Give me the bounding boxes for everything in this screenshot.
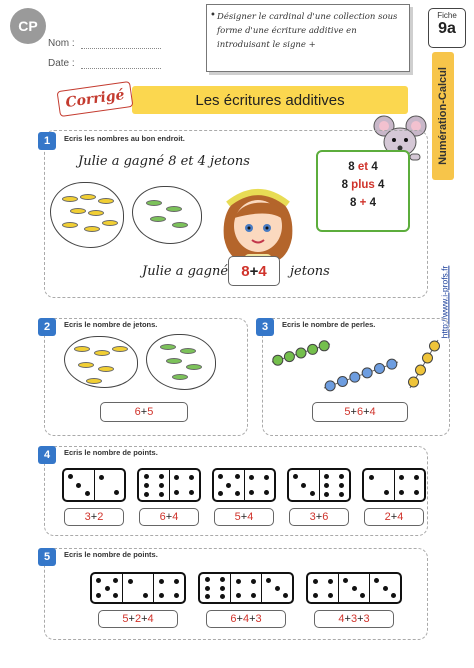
yellow-token	[78, 362, 94, 368]
green-token	[180, 348, 196, 354]
domino-4	[287, 468, 351, 502]
yellow-token	[84, 226, 100, 232]
yellow-token	[98, 366, 114, 372]
domino-pip	[189, 475, 194, 480]
triple-domino-answer-2[interactable]: 6 + 4 + 3	[206, 610, 286, 628]
domino-pip	[264, 490, 269, 495]
domino-pip	[159, 474, 164, 479]
fiche-label: Fiche	[437, 11, 457, 20]
domino-answer-2[interactable]: 6 + 4	[139, 508, 199, 526]
domino-pip	[113, 593, 118, 598]
yellow-token	[88, 210, 104, 216]
green-token	[172, 222, 188, 228]
green-bead	[284, 352, 294, 362]
domino-pip	[283, 593, 288, 598]
domino-pip	[189, 490, 194, 495]
page-title: Les écritures additives	[132, 86, 408, 114]
domino-pip	[174, 593, 179, 598]
domino-pip	[205, 577, 210, 582]
exercise-2-answer[interactable]: 6 + 5	[100, 402, 188, 422]
domino-half	[289, 470, 319, 500]
date-field[interactable]: Date :	[48, 58, 161, 69]
domino-pip	[310, 491, 315, 496]
domino-pip	[275, 586, 280, 591]
domino-pip	[128, 579, 133, 584]
writing-3: 8 + 4	[350, 197, 376, 209]
domino-answer-3[interactable]: 5 + 4	[214, 508, 274, 526]
domino-half	[261, 574, 292, 602]
domino-pip	[293, 474, 298, 479]
domino-answer-5[interactable]: 2 + 4	[364, 508, 424, 526]
exercise-1-answer[interactable]: 8 + 4	[228, 256, 280, 286]
domino-pip	[399, 490, 404, 495]
yellow-token	[62, 196, 78, 202]
exercise-3-number: 3	[256, 318, 274, 336]
green-token	[160, 344, 176, 350]
domino-half	[94, 470, 125, 500]
bead-strings	[268, 332, 444, 398]
domino-pip	[114, 490, 119, 495]
yellow-token	[102, 220, 118, 226]
domino-pip	[414, 475, 419, 480]
domino-half	[244, 470, 275, 500]
exercise-3-answer[interactable]: 5 + 6 + 4	[312, 402, 408, 422]
domino-pip	[383, 586, 388, 591]
domino-pip	[369, 475, 374, 480]
domino-pip	[99, 475, 104, 480]
domino-half	[214, 470, 244, 500]
domino-half	[92, 574, 122, 602]
blue-bead	[350, 372, 360, 382]
green-bead	[308, 344, 318, 354]
domino-pip	[76, 483, 81, 488]
domino-pip	[205, 594, 210, 599]
exercise-4-number: 4	[38, 446, 56, 464]
blue-bead	[338, 377, 348, 387]
triple-domino-3	[306, 572, 402, 604]
domino-pip	[159, 492, 164, 497]
yellow-bead	[423, 353, 433, 363]
domino-pip	[159, 483, 164, 488]
blue-bead	[325, 381, 335, 391]
domino-pip	[68, 474, 73, 479]
domino-2	[137, 468, 201, 502]
domino-pip	[339, 483, 344, 488]
triple-domino-2	[198, 572, 294, 604]
exercise-5-instruction: Ecris le nombre de points.	[64, 550, 158, 559]
blue-bead	[375, 364, 385, 374]
domino-half	[369, 574, 400, 602]
domino-half	[319, 470, 350, 500]
domino-half	[122, 574, 153, 602]
green-token	[146, 200, 162, 206]
domino-pip	[235, 474, 240, 479]
triple-domino-answer-1[interactable]: 5 + 2 + 4	[98, 610, 178, 628]
domino-pip	[399, 475, 404, 480]
yellow-token	[62, 222, 78, 228]
exercise-1-sentence-top: Julie a gagné 8 et 4 jetons	[78, 154, 250, 169]
yellow-token	[80, 194, 96, 200]
domino-half	[139, 470, 169, 500]
green-token	[186, 364, 202, 370]
domino-1	[62, 468, 126, 502]
site-link[interactable]: http://www.i-profs.fr	[439, 265, 449, 339]
domino-half	[153, 574, 184, 602]
domino-pip	[174, 475, 179, 480]
domino-pip	[174, 579, 179, 584]
triple-domino-answer-3[interactable]: 4 + 3 + 3	[314, 610, 394, 628]
yellow-bead	[430, 341, 440, 351]
exercise-4-instruction: Ecris le nombre de points.	[64, 448, 158, 457]
domino-half	[200, 574, 230, 602]
domino-pip	[328, 593, 333, 598]
domino-pip	[205, 586, 210, 591]
correction-stamp: Corrigé	[57, 81, 134, 117]
domino-pip	[384, 490, 389, 495]
domino-pip	[251, 579, 256, 584]
domino-pip	[105, 586, 110, 591]
yellow-token	[98, 198, 114, 204]
domino-pip	[159, 579, 164, 584]
objective-box: • Désigner le cardinal d'une collection sous forme d'une écriture additive en introduisant le signe +	[206, 4, 410, 72]
domino-pip	[144, 474, 149, 479]
domino-half	[394, 470, 425, 500]
exercise-2-instruction: Ecris le nombre de jetons.	[64, 320, 158, 329]
domino-half	[230, 574, 261, 602]
green-token	[172, 374, 188, 380]
domino-pip	[313, 593, 318, 598]
exercise-2-number: 2	[38, 318, 56, 336]
triple-domino-1	[90, 572, 186, 604]
yellow-token	[70, 208, 86, 214]
domino-pip	[113, 578, 118, 583]
domino-pip	[324, 474, 329, 479]
domino-pip	[391, 593, 396, 598]
domino-half	[364, 470, 394, 500]
yellow-token	[74, 346, 90, 352]
yellow-token	[94, 350, 110, 356]
domino-3	[212, 468, 276, 502]
domino-half	[308, 574, 338, 602]
domino-pip	[96, 578, 101, 583]
domino-pip	[249, 475, 254, 480]
domino-pip	[144, 483, 149, 488]
domino-answer-1[interactable]: 3 + 2	[64, 508, 124, 526]
domino-pip	[301, 483, 306, 488]
domino-pip	[236, 593, 241, 598]
domino-pip	[374, 578, 379, 583]
name-field[interactable]: Nom :	[48, 38, 161, 49]
domino-pip	[352, 586, 357, 591]
yellow-bead	[409, 377, 419, 387]
exercise-1-sentence-bottom-a: Julie a gagné	[142, 264, 229, 279]
domino-pip	[220, 577, 225, 582]
domino-half	[64, 470, 94, 500]
domino-pip	[313, 579, 318, 584]
domino-answer-4[interactable]: 3 + 6	[289, 508, 349, 526]
writing-2: 8 plus 4	[341, 179, 385, 191]
green-bead	[273, 355, 283, 365]
domino-pip	[264, 475, 269, 480]
domino-pip	[218, 474, 223, 479]
domino-pip	[360, 593, 365, 598]
domino-pip	[249, 490, 254, 495]
exercise-1-number: 1	[38, 132, 56, 150]
domino-pip	[414, 490, 419, 495]
exercise-5-number: 5	[38, 548, 56, 566]
domino-pip	[324, 492, 329, 497]
blue-bead	[387, 359, 397, 369]
domino-pip	[236, 579, 241, 584]
domino-pip	[159, 593, 164, 598]
domino-pip	[218, 491, 223, 496]
fiche-number: 9a	[438, 20, 456, 37]
exercise-1-sentence-bottom-b: jetons	[290, 264, 330, 279]
level-badge: CP	[10, 8, 46, 44]
domino-pip	[85, 491, 90, 496]
green-token	[150, 216, 166, 222]
domino-pip	[324, 483, 329, 488]
domino-pip	[220, 586, 225, 591]
domino-pip	[226, 483, 231, 488]
domino-pip	[235, 491, 240, 496]
yellow-token	[112, 346, 128, 352]
exercise-3-instruction: Ecris le nombre de perles.	[282, 320, 376, 329]
domino-pip	[343, 578, 348, 583]
domino-half	[169, 470, 200, 500]
domino-pip	[220, 594, 225, 599]
domino-pip	[96, 593, 101, 598]
fiche-badge	[428, 8, 466, 48]
domino-5	[362, 468, 426, 502]
yellow-token	[86, 378, 102, 384]
domino-pip	[174, 490, 179, 495]
writings-frame	[316, 150, 410, 232]
green-bead	[296, 348, 306, 358]
domino-pip	[328, 579, 333, 584]
domino-pip	[339, 474, 344, 479]
writing-1: 8 et 4	[348, 161, 378, 173]
domino-pip	[144, 492, 149, 497]
domino-pip	[266, 578, 271, 583]
green-bead	[319, 341, 329, 351]
green-token	[166, 206, 182, 212]
exercise-1-instruction: Ecris les nombres au bon endroit.	[64, 134, 185, 143]
domino-pip	[143, 593, 148, 598]
blue-bead	[362, 368, 372, 378]
yellow-bead	[416, 365, 426, 375]
domino-pip	[339, 492, 344, 497]
subject-band: Numération-Calcul	[432, 52, 454, 180]
domino-half	[338, 574, 369, 602]
domino-pip	[251, 593, 256, 598]
green-token	[166, 358, 182, 364]
